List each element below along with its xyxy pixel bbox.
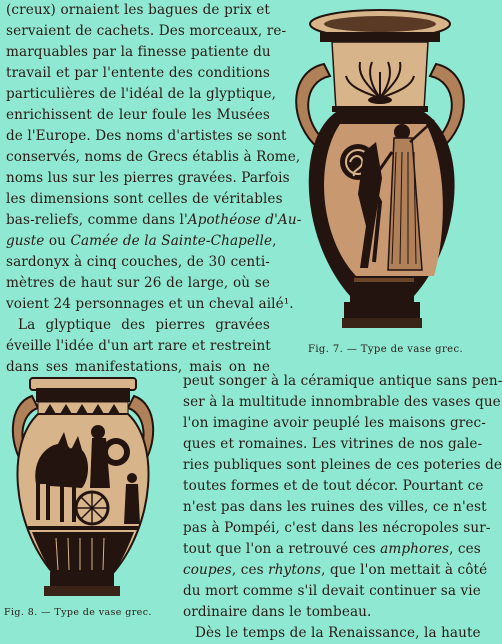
text-line <box>6 0 270 21</box>
left-text-column <box>6 0 302 378</box>
text-line <box>183 518 491 539</box>
text-segment: du mort comme s'il devait continuer sa vie <box>183 583 481 599</box>
text-line <box>6 168 290 189</box>
text-line <box>183 413 486 434</box>
figure-8-caption: Fig. 8. — Type de vase grec. <box>4 607 152 618</box>
text-line <box>183 623 481 644</box>
amphora-image <box>284 2 476 338</box>
figure-8-vase-illustration <box>6 374 160 600</box>
text-segment: ries publiques sont pleines de ces poteries de <box>183 457 502 473</box>
italic-text: rhytons <box>268 562 322 578</box>
text-segment: , ces <box>449 541 481 557</box>
text-segment: les dimensions sont celles de véritables <box>6 191 283 207</box>
text-segment: n'est pas dans les ruines des villes, ce n'est <box>183 499 487 515</box>
figure-7-caption: Fig. 7. — Type de vase grec. <box>308 344 464 355</box>
text-segment: marquables par la finesse patiente du <box>6 44 271 60</box>
text-line <box>6 126 287 147</box>
text-segment: conservés, noms de Grecs établis à Rome, <box>6 149 301 165</box>
text-segment: Dès le temps de la Renaissance, la haute <box>195 625 481 641</box>
text-line <box>6 42 270 63</box>
text-segment: servaient de cachets. Des morceaux, re- <box>6 23 287 39</box>
text-line <box>183 371 502 392</box>
text-segment: travail et par l'entente des conditions <box>6 65 270 81</box>
vase-foot <box>344 302 420 320</box>
text-segment: toutes formes et de tout décor. Pourtant ce <box>183 478 484 494</box>
text-line <box>6 273 270 294</box>
text-segment: noms lus sur les pierres gravées. Parfois <box>6 170 290 186</box>
figure-7-vase-illustration <box>284 2 476 338</box>
text-segment: ou <box>44 233 71 249</box>
text-segment: ordinaire dans le tombeau. <box>183 604 372 620</box>
italic-text: Apothéose d'Au- <box>187 212 302 228</box>
text-segment: , ces <box>231 562 269 578</box>
text-segment: (creux) ornaient les bagues de prix et <box>6 2 270 18</box>
text-segment: dans ses manifestations, mais on ne <box>6 359 270 375</box>
text-line <box>183 560 488 581</box>
text-segment: bas-reliefs, comme dans l' <box>6 212 188 228</box>
text-line <box>183 455 502 476</box>
text-line <box>6 105 270 126</box>
text-line <box>6 231 277 252</box>
text-line <box>183 539 481 560</box>
text-line <box>6 84 277 105</box>
text-segment: La glyptique des pierres gravées <box>18 317 270 333</box>
italic-text: amphores <box>380 541 450 557</box>
text-line <box>6 336 270 357</box>
text-segment: ques et romaines. Les vitrines de nos gale- <box>183 436 483 452</box>
text-line <box>6 63 270 84</box>
text-segment: enrichissent de leur foule les Musées <box>6 107 270 123</box>
text-segment: , que l'on mettait à côté <box>321 562 488 578</box>
text-segment: l'on imagine avoir peuplé les maisons grec- <box>183 415 486 431</box>
italic-text: coupes <box>183 562 232 578</box>
text-line <box>6 315 270 336</box>
text-segment: pas à Pompéi, c'est dans les nécropoles sur- <box>183 520 491 536</box>
text-segment: peut songer à la céramique antique sans pen- <box>183 373 502 389</box>
text-segment: voient 24 personnages et un cheval ailé¹. <box>6 296 294 312</box>
vase-foot <box>50 572 114 588</box>
text-line <box>6 294 294 315</box>
right-text-column <box>183 371 502 644</box>
text-line <box>183 476 484 497</box>
text-line <box>6 189 283 210</box>
text-segment: ser à la multitude innombrable des vases que <box>183 394 501 410</box>
text-segment: éveille l'idée d'un art rare et restreint <box>6 338 271 354</box>
italic-text: guste <box>6 233 45 249</box>
text-segment: particulières de l'idéal de la glyptique, <box>6 86 277 102</box>
text-segment: , <box>272 233 277 249</box>
chariot-amphora-image <box>6 374 160 600</box>
text-line <box>183 602 473 623</box>
text-segment: mètres de haut sur 26 de large, où se <box>6 275 270 291</box>
text-line <box>6 21 287 42</box>
text-segment: tout que l'on a retrouvé ces <box>183 541 381 557</box>
text-line <box>183 497 487 518</box>
text-line <box>183 434 483 455</box>
text-line <box>183 581 481 602</box>
text-line <box>6 252 270 273</box>
text-segment: sardonyx à cinq couches, de 30 centi- <box>6 254 270 270</box>
text-segment: de l'Europe. Des noms d'artistes se sont <box>6 128 287 144</box>
text-line <box>183 392 501 413</box>
text-line <box>6 210 302 231</box>
text-line <box>6 147 301 168</box>
italic-text: Camée de la Sainte-Chapelle <box>70 233 273 249</box>
